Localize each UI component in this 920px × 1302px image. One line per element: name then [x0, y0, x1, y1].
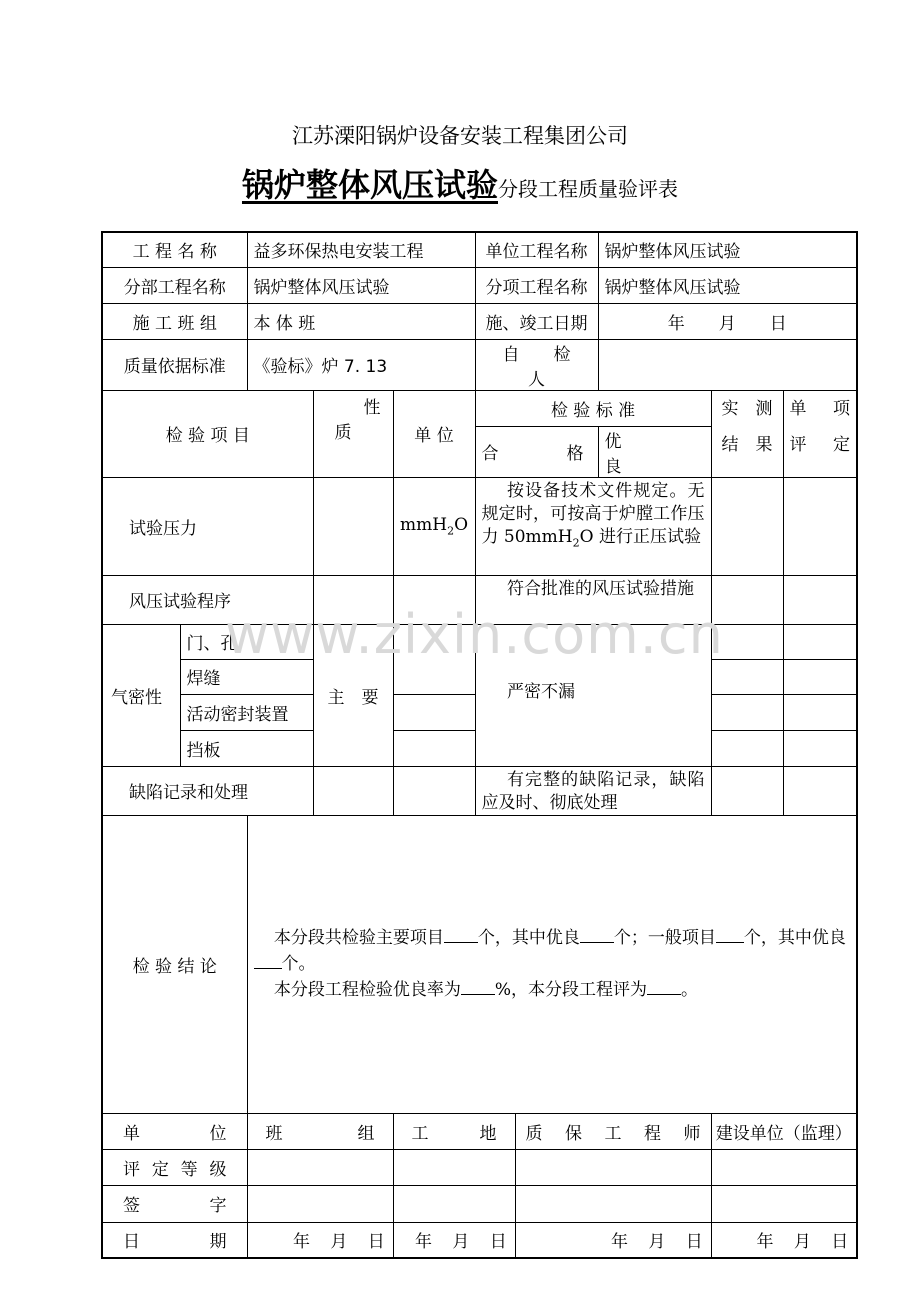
- signoff-date-label: 日 期: [102, 1222, 247, 1258]
- header-rating-line2: 评 定: [789, 434, 850, 455]
- header-unit: 单 位: [393, 390, 475, 477]
- airtight-baffle: 挡板: [180, 730, 313, 766]
- airtight-seal-rating: [783, 694, 857, 730]
- sign-team: [247, 1185, 393, 1222]
- self-check-label: 自 检 人: [475, 339, 598, 390]
- header-nature-line2: 质: [334, 422, 352, 443]
- info-row-standard: [102, 339, 857, 390]
- airtight-unit-c: [393, 730, 475, 766]
- header-qualified: 合 格: [475, 426, 598, 477]
- team-value: 本 体 班: [247, 303, 475, 339]
- standard-value: 《验标》炉 7. 13: [247, 339, 475, 390]
- airtight-weld: 焊缝: [180, 659, 313, 694]
- row-defect: [102, 766, 857, 815]
- procedure-result: [711, 575, 783, 624]
- company-name: 江苏溧阳锅炉设备安装工程集团公司: [292, 124, 628, 148]
- airtight-door-result: [711, 624, 783, 659]
- date-team: 年 月 日: [247, 1222, 393, 1258]
- date-label: 施、竣工日期: [475, 303, 598, 339]
- sub-project-value: 锅炉整体风压试验: [247, 267, 475, 303]
- row-test-procedure: [102, 575, 857, 624]
- unit-project-value: 锅炉整体风压试验: [598, 232, 857, 267]
- self-check-value: [598, 339, 857, 390]
- airtight-door-rating: [783, 624, 857, 659]
- airtight-unit-b: [393, 694, 475, 730]
- standard-label: 质量依据标准: [102, 339, 247, 390]
- row-conclusion: [102, 815, 857, 1113]
- airtight-seal: 活动密封装置: [180, 694, 313, 730]
- airtight-baffle-rating: [783, 730, 857, 766]
- conclusion-text: [247, 815, 857, 1113]
- airtight-weld-rating: [783, 659, 857, 694]
- signoff-site: 工 地: [393, 1113, 515, 1149]
- airtight-nature: 主 要: [313, 624, 393, 766]
- pressure-rating: [783, 477, 857, 575]
- procedure-unit: [393, 575, 475, 624]
- defect-rating: [783, 766, 857, 815]
- procedure-nature: [313, 575, 393, 624]
- signoff-rating-row: [102, 1149, 857, 1185]
- airtight-label: 气密性: [102, 624, 180, 766]
- airtight-seal-result: [711, 694, 783, 730]
- header-standard: 检 验 标 准: [475, 390, 711, 426]
- sign-owner: [711, 1185, 857, 1222]
- header-rating: [783, 390, 857, 477]
- sub-project-label: 分部工程名称: [102, 267, 247, 303]
- watermark: www.zixin.com.cn: [225, 603, 724, 666]
- defect-result: [711, 766, 783, 815]
- signoff-header-row: [102, 1113, 857, 1149]
- rating-qa: [515, 1149, 711, 1185]
- title-main: 锅炉整体风压试验: [241, 166, 498, 204]
- date-value: 年 月 日: [598, 303, 857, 339]
- rating-team: [247, 1149, 393, 1185]
- pressure-item: 试验压力: [102, 477, 313, 575]
- header-rating-line1: 单 项: [789, 398, 850, 419]
- defect-unit: [393, 766, 475, 815]
- rating-owner: [711, 1149, 857, 1185]
- signoff-team: 班 组: [247, 1113, 393, 1149]
- airtight-standard: 严密不漏: [475, 624, 711, 766]
- procedure-standard: 符合批准的风压试验措施: [475, 575, 711, 624]
- unit-project-label: 单位工程名称: [475, 232, 598, 267]
- procedure-item: 风压试验程序: [102, 575, 313, 624]
- defect-standard: 有完整的缺陷记录，缺陷应及时、彻底处理: [475, 766, 711, 815]
- form-title: [0, 160, 920, 206]
- date-owner: 年 月 日: [711, 1222, 857, 1258]
- defect-nature: [313, 766, 393, 815]
- procedure-rating: [783, 575, 857, 624]
- signoff-unit-label: 单 位: [102, 1113, 247, 1149]
- signoff-qa: 质保工程师: [515, 1113, 711, 1149]
- conclusion-line-2: 本分段工程检验优良率为 %，本分段工程评为 。: [273, 980, 699, 1000]
- airtight-baffle-result: [711, 730, 783, 766]
- conclusion-label: 检 验 结 论: [102, 815, 247, 1113]
- header-result: [711, 390, 783, 477]
- item-project-label: 分项工程名称: [475, 267, 598, 303]
- rating-site: [393, 1149, 515, 1185]
- sign-site: [393, 1185, 515, 1222]
- project-name-value: 益多环保热电安装工程: [247, 232, 475, 267]
- row-airtight-door: [102, 624, 857, 659]
- pressure-result: [711, 477, 783, 575]
- pressure-standard: 按设备技术文件规定。无规定时，可按高于炉膛工作压力 50mmH$_2$O 进行正压试验: [475, 477, 711, 575]
- header-result-line2: 结 果: [721, 434, 773, 455]
- sign-qa: [515, 1185, 711, 1222]
- info-row-sub: [102, 267, 857, 303]
- signoff-sign-row: [102, 1185, 857, 1222]
- airtight-door: 门、孔: [180, 624, 313, 659]
- row-test-pressure: [102, 477, 857, 575]
- airtight-weld-result: [711, 659, 783, 694]
- title-suffix: 分段工程质量验评表: [498, 177, 678, 201]
- date-site: 年 月 日: [393, 1222, 515, 1258]
- conclusion-line-1: 本分段共检验主要项目 个，其中优良 个；一般项目 个，其中优良个。: [254, 925, 851, 977]
- signoff-owner: 建设单位（监理）: [711, 1113, 857, 1149]
- header-item: 检 验 项 目: [102, 390, 313, 477]
- header-result-line1: 实 测: [721, 398, 773, 419]
- quality-evaluation-table: [101, 231, 858, 1259]
- signoff-rating-label: 评 定 等 级: [102, 1149, 247, 1185]
- signoff-date-row: [102, 1222, 857, 1258]
- item-project-value: 锅炉整体风压试验: [598, 267, 857, 303]
- date-qa: 年 月 日: [515, 1222, 711, 1258]
- header-excellent: 优 良: [598, 426, 711, 477]
- info-row-team: [102, 303, 857, 339]
- pressure-nature: [313, 477, 393, 575]
- airtight-unit-a: [393, 624, 475, 694]
- defect-item: 缺陷记录和处理: [102, 766, 313, 815]
- signoff-sign-label: 签 字: [102, 1185, 247, 1222]
- pressure-unit: mmH$_2$O: [393, 477, 475, 575]
- header-nature-line1: 性: [363, 397, 381, 418]
- team-label: 施 工 班 组: [102, 303, 247, 339]
- header-nature: [313, 390, 393, 477]
- info-row-project: [102, 232, 857, 267]
- table-header-row-1: [102, 390, 857, 426]
- project-name-label: 工 程 名 称: [102, 232, 247, 267]
